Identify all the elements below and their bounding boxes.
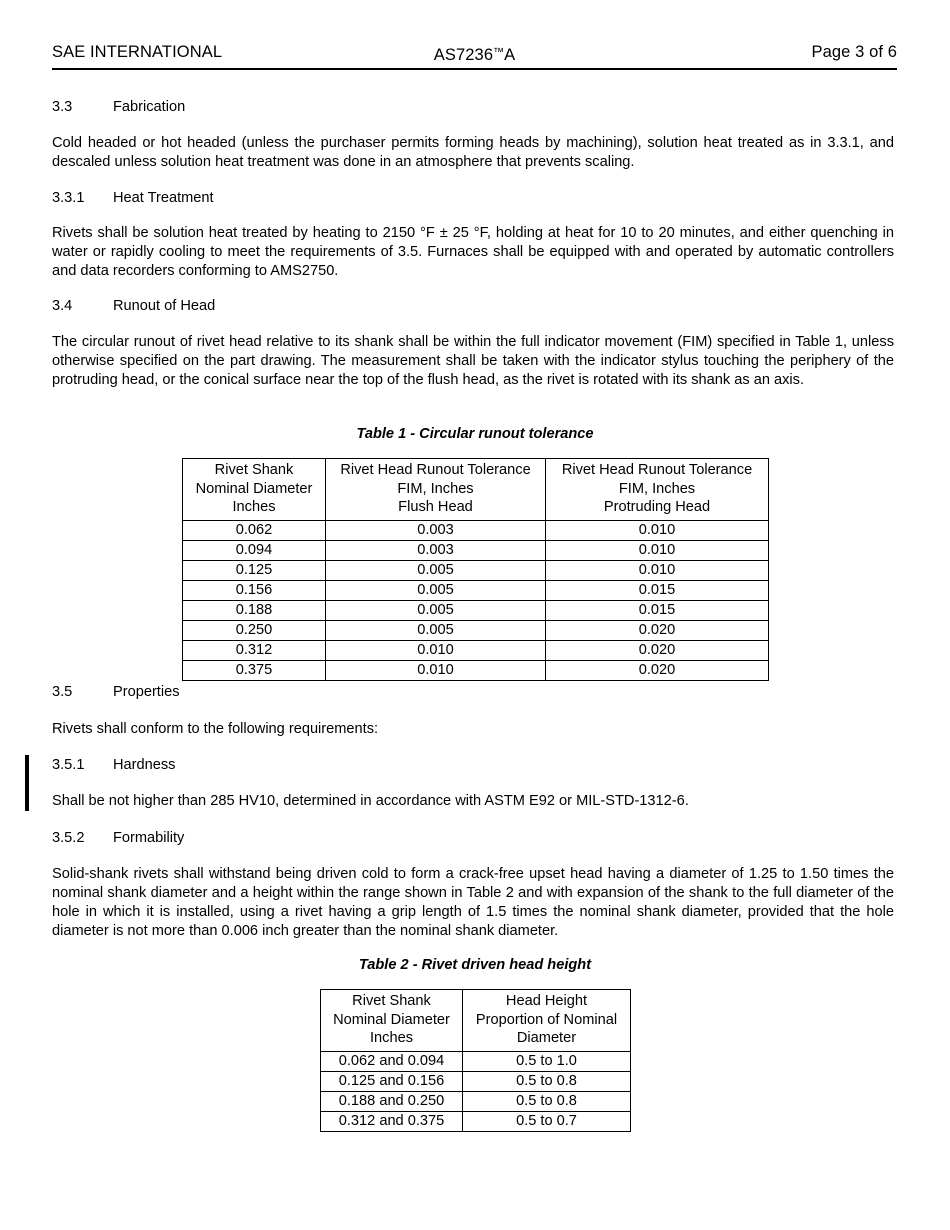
table-row <box>183 540 769 560</box>
table-2-header-cell: Rivet Shank Nominal Diameter Inches <box>321 990 463 1052</box>
table-1-caption: Table 1 - Circular runout tolerance <box>356 426 594 442</box>
table-row <box>183 640 769 660</box>
table-cell: 0.125 and 0.156 <box>321 1071 463 1091</box>
trademark-icon: ™ <box>493 46 505 58</box>
table-cell: 0.125 <box>183 560 326 580</box>
table-cell: 0.010 <box>546 540 769 560</box>
table-row <box>183 560 769 580</box>
table-cell: 0.005 <box>326 600 546 620</box>
table-cell: 0.003 <box>326 520 546 540</box>
table-cell: 0.005 <box>326 620 546 640</box>
table-cell: 0.250 <box>183 620 326 640</box>
section-body-3-5-1: Shall be not higher than 285 HV10, determined in accordance with ASTM E92 or MIL-STD-1312-6. <box>52 793 689 809</box>
header-doc-revision: A <box>504 45 516 64</box>
section-body-3-5-2: Solid-shank rivets shall withstand being driven cold to form a crack-free upset head having a diameter of 1.25 to 1.50 times the nominal shank diameter and a height within the range shown in Table 2 and with expansion of the shank to the full diameter of the hole in which it is installed, using a rivet having a grip length of 1.5 times the nominal shank diameter, provided that the hole diameter is not more than 0.006 inch greater than the nominal shank diameter. <box>52 866 894 940</box>
section-heading-3-3-1 <box>52 189 894 208</box>
table-cell: 0.188 and 0.250 <box>321 1091 463 1111</box>
table-cell: 0.015 <box>546 600 769 620</box>
table-2-caption: Table 2 - Rivet driven head height <box>358 957 592 973</box>
header-page-number: Page 3 of 6 <box>811 43 897 61</box>
table-rivet-driven-head-height <box>320 989 631 1132</box>
table-cell: 0.020 <box>546 640 769 660</box>
page-header <box>52 42 897 68</box>
table-cell: 0.312 and 0.375 <box>321 1111 463 1131</box>
header-divider-rule <box>52 68 897 70</box>
section-body-3-3-1: Rivets shall be solution heat treated by heating to 2150 °F ± 25 °F, holding at heat for 10 to 20 minutes, and either quenching in water or rapidly cooling to meet the requirements of 3.5. Furnaces shall be equipped with and operated by automatic controllers and data recorders conforming to AMS2750. <box>52 225 894 280</box>
table-cell: 0.094 <box>183 540 326 560</box>
section-title-3-5-2: Formability <box>113 830 185 846</box>
section-number-3-5-1: 3.5.1 <box>52 757 85 773</box>
section-number-3-3: 3.3 <box>52 99 73 115</box>
section-number-3-5: 3.5 <box>52 684 73 700</box>
table-row <box>183 620 769 640</box>
table-cell: 0.5 to 1.0 <box>463 1051 631 1071</box>
revision-change-bar <box>25 755 29 811</box>
table-1-header-cell: Rivet Head Runout Tolerance FIM, Inches Protruding Head <box>546 459 769 521</box>
header-doc-code: AS7236 <box>433 45 494 64</box>
table-cell: 0.020 <box>546 660 769 680</box>
table-cell: 0.062 and 0.094 <box>321 1051 463 1071</box>
section-title-3-5: Properties <box>113 684 180 700</box>
table-cell: 0.010 <box>546 520 769 540</box>
table-row <box>183 520 769 540</box>
table-cell: 0.003 <box>326 540 546 560</box>
section-heading-3-3 <box>52 98 894 117</box>
table-row <box>183 600 769 620</box>
table-row <box>183 580 769 600</box>
section-title-3-4: Runout of Head <box>113 298 216 314</box>
section-heading-3-5-1 <box>52 756 894 775</box>
table-cell: 0.375 <box>183 660 326 680</box>
section-body-3-4: The circular runout of rivet head relative to its shank shall be within the full indicator movement (FIM) specified in Table 1, unless otherwise specified on the part drawing. The measurement shall be taken with the indicator stylus touching the periphery of the protruding head, or the conical surface near the top of the flush head, as the rivet is rotated with its shank as an axis. <box>52 334 894 389</box>
table-cell: 0.005 <box>326 580 546 600</box>
table-1-header-cell: Rivet Head Runout Tolerance FIM, Inches Flush Head <box>326 459 546 521</box>
table-row <box>321 1111 631 1131</box>
table-1-header-cell: Rivet Shank Nominal Diameter Inches <box>183 459 326 521</box>
section-number-3-5-2: 3.5.2 <box>52 830 85 846</box>
table-row <box>183 660 769 680</box>
table-cell: 0.010 <box>326 640 546 660</box>
section-heading-3-4 <box>52 297 894 316</box>
table-cell: 0.156 <box>183 580 326 600</box>
table-cell: 0.062 <box>183 520 326 540</box>
section-body-3-3: Cold headed or hot headed (unless the purchaser permits forming heads by machining), solution heat treated as in 3.3.1, and descaled unless solution heat treatment was done in an atmosphere that prevents scaling. <box>52 135 894 171</box>
table-row <box>321 1051 631 1071</box>
section-title-3-3: Fabrication <box>113 99 186 115</box>
section-number-3-3-1: 3.3.1 <box>52 190 85 206</box>
section-title-3-5-1: Hardness <box>113 757 176 773</box>
table-cell: 0.010 <box>546 560 769 580</box>
table-cell: 0.020 <box>546 620 769 640</box>
section-body-3-5: Rivets shall conform to the following requirements: <box>52 721 379 737</box>
section-number-3-4: 3.4 <box>52 298 73 314</box>
table-cell: 0.312 <box>183 640 326 660</box>
table-cell: 0.005 <box>326 560 546 580</box>
table-cell: 0.188 <box>183 600 326 620</box>
table-cell: 0.5 to 0.8 <box>463 1091 631 1111</box>
table-2-header-cell: Head Height Proportion of Nominal Diameter <box>463 990 631 1052</box>
table-header-row <box>183 459 769 521</box>
section-heading-3-5-2 <box>52 829 894 848</box>
section-heading-3-5 <box>52 683 894 702</box>
table-cell: 0.010 <box>326 660 546 680</box>
header-organization: SAE INTERNATIONAL <box>52 43 223 61</box>
table-row <box>321 1091 631 1111</box>
section-title-3-3-1: Heat Treatment <box>113 190 214 206</box>
table-cell: 0.015 <box>546 580 769 600</box>
table-header-row <box>321 990 631 1052</box>
table-cell: 0.5 to 0.7 <box>463 1111 631 1131</box>
table-row <box>321 1071 631 1091</box>
table-cell: 0.5 to 0.8 <box>463 1071 631 1091</box>
table-circular-runout-tolerance <box>182 458 769 681</box>
